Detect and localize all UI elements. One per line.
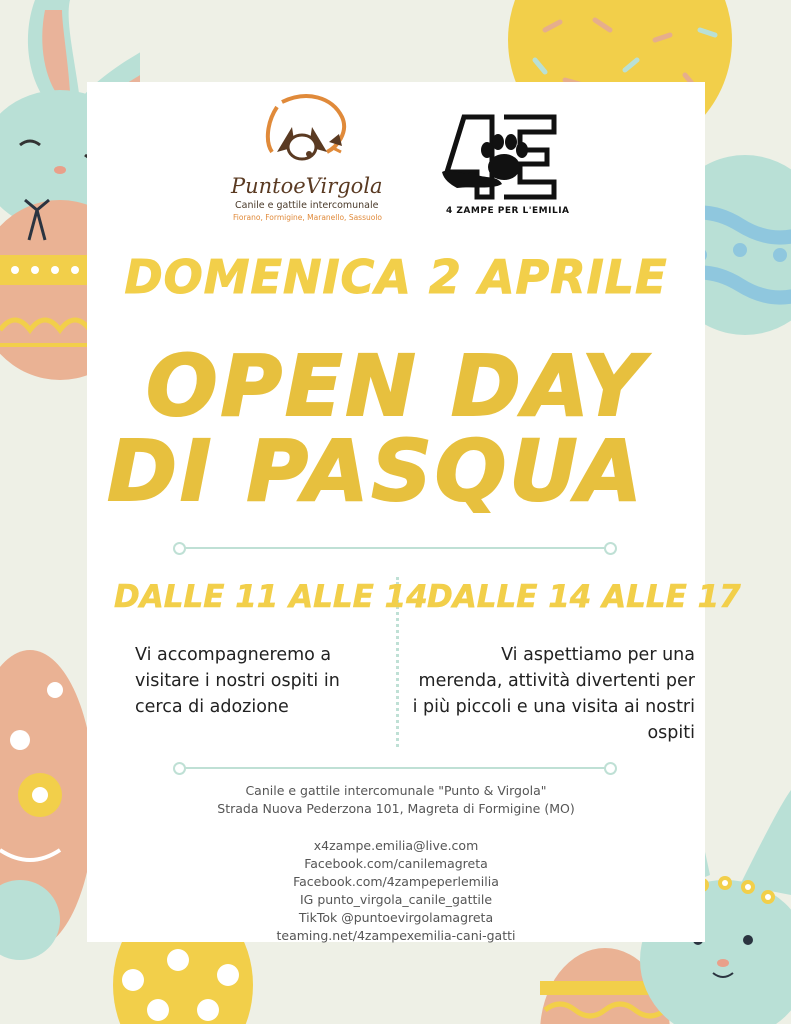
contact-tiktok[interactable]: TikTok @puntoevirgolamagreta — [298, 910, 494, 925]
slot-1-description: Vi accompagneremo a visitare i nostri ospiti in cerca di adozione — [135, 645, 340, 717]
address-line-2: Strada Nuova Pederzona 101, Magreta di Formigine (MO) — [217, 801, 575, 816]
address-line-1: Canile e gattile intercomunale "Punto & Virgola" — [245, 783, 547, 798]
egg-left-decorated-illustration — [0, 650, 95, 980]
contact-facebook-4zampe[interactable]: Facebook.com/4zampeperlemilia — [293, 874, 499, 889]
logos-row — [87, 92, 705, 232]
contacts-block — [87, 837, 705, 945]
punto-logo-towns: Fiorano, Formigine, Maranello, Sassuolo — [233, 213, 383, 222]
divider-dot — [604, 762, 617, 775]
slot-2-time: DALLE 14 ALLE 17 — [427, 579, 741, 615]
event-title-line-2: DI PASQUA — [107, 422, 645, 520]
4-zampe-logo — [442, 112, 570, 222]
dog-cat-logo-icon — [257, 92, 367, 177]
punto-logo-name: PuntoeVirgola — [231, 174, 383, 198]
bottom-divider — [179, 767, 611, 769]
divider-dot — [173, 542, 186, 555]
slot-2-description: Vi aspettiamo per una merenda, attività divertenti per i più piccoli e una visita ai nostri ospiti — [412, 645, 695, 743]
divider-dot — [604, 542, 617, 555]
paw-print-logo-icon — [442, 112, 562, 204]
punto-e-virgola-logo — [227, 92, 387, 222]
contact-instagram[interactable]: IG punto_virgola_canile_gattile — [299, 892, 493, 907]
punto-logo-subtitle: Canile e gattile intercomunale — [235, 200, 379, 211]
flyer-card — [87, 82, 741, 943]
contact-facebook-canile[interactable]: Facebook.com/canilemagreta — [304, 856, 488, 871]
4-zampe-logo-caption: 4 ZAMPE PER L'EMILIA — [446, 206, 570, 216]
divider-dot — [173, 762, 186, 775]
contact-email[interactable]: x4zampe.emilia@live.com — [313, 838, 479, 853]
top-divider — [179, 547, 611, 549]
address-block — [87, 782, 705, 818]
event-date: DOMENICA 2 APRILE — [124, 250, 668, 304]
slot-1-time: DALLE 11 ALLE 14 — [114, 579, 428, 615]
contact-teaming[interactable]: teaming.net/4zampexemilia-cani-gatti — [276, 928, 516, 943]
event-title-line-1: OPEN DAY — [146, 337, 646, 435]
